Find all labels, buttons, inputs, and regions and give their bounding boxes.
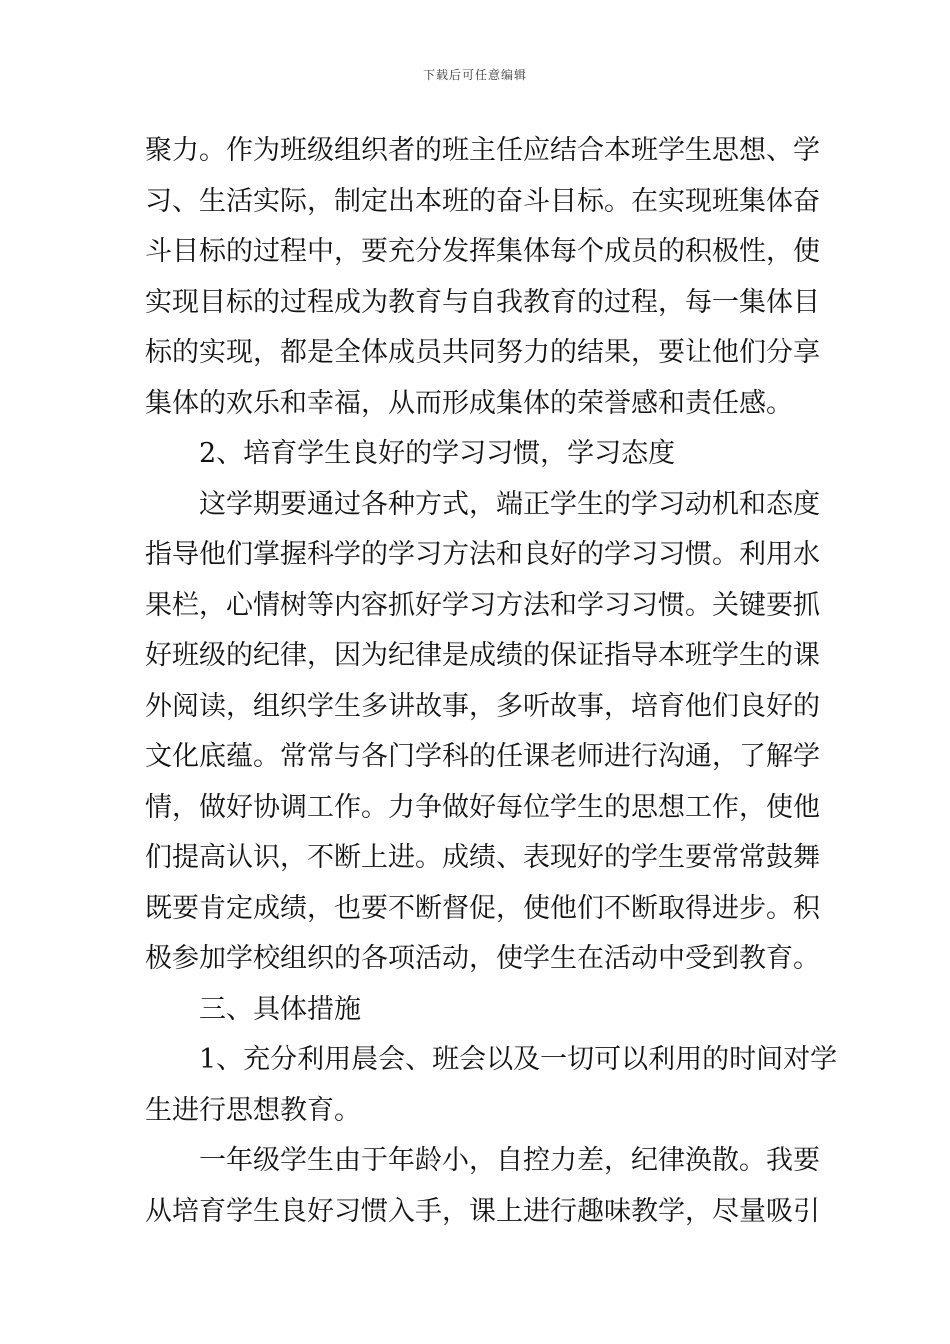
text-line: 外阅读，组织学生多讲故事，多听故事，培育他们良好的 — [145, 690, 820, 722]
paragraph-first-line: 1、充分利用晨会、班会以及一切可以利用的时间对学 — [199, 1044, 838, 1075]
page-header-note: 下载后可任意编辑 — [422, 68, 527, 82]
text-line: 聚力。作为班级组织者的班主任应结合本班学生思想、学 — [145, 135, 820, 166]
text-line: 情，做好协调工作。力争做好每位学生的思想工作，使他 — [145, 791, 820, 823]
document-body — [145, 126, 838, 1237]
text-line: 指导他们掌握科学的学习方法和良好的学习习惯。利用水 — [145, 539, 820, 570]
paragraph-first-line: 这学期要通过各种方式，端正学生的学习动机和态度 — [199, 488, 820, 520]
text-line: 们提高认识，不断上进。成绩、表现好的学生要常常鼓舞 — [145, 842, 820, 873]
text-line: 标的实现，都是全体成员共同努力的结果，要让他们分享 — [145, 337, 820, 368]
paragraph-first-line: 一年级学生由于年龄小，自控力差，纪律涣散。我要 — [199, 1145, 820, 1176]
text-line: 既要肯定成绩，也要不断督促，使他们不断取得进步。积 — [145, 892, 820, 924]
text-line: 果栏，心情树等内容抓好学习方法和学习习惯。关键要抓 — [145, 589, 820, 621]
text-line: 好班级的纪律，因为纪律是成绩的保证指导本班学生的课 — [145, 640, 820, 671]
text-line: 极参加学校组织的各项活动，使学生在活动中受到教育。 — [145, 943, 820, 974]
section-heading: 2、培育学生良好的学习习惯，学习态度 — [199, 438, 676, 469]
text-line: 从培育学生良好习惯入手，课上进行趣味教学，尽量吸引 — [145, 1195, 820, 1227]
text-line: 实现目标的过程成为教育与自我教育的过程，每一集体目 — [145, 286, 820, 318]
text-line: 习、生活实际，制定出本班的奋斗目标。在实现班集体奋 — [145, 185, 820, 217]
text-line: 斗目标的过程中，要充分发挥集体每个成员的积极性，使 — [145, 236, 820, 267]
text-line: 集体的欢乐和幸福，从而形成集体的荣誉感和责任感。 — [145, 387, 793, 419]
text-line: 生进行思想教育。 — [145, 1094, 361, 1126]
section-heading: 三、具体措施 — [199, 993, 361, 1025]
text-line: 文化底蕴。常常与各门学科的任课老师进行沟通，了解学 — [145, 741, 820, 772]
